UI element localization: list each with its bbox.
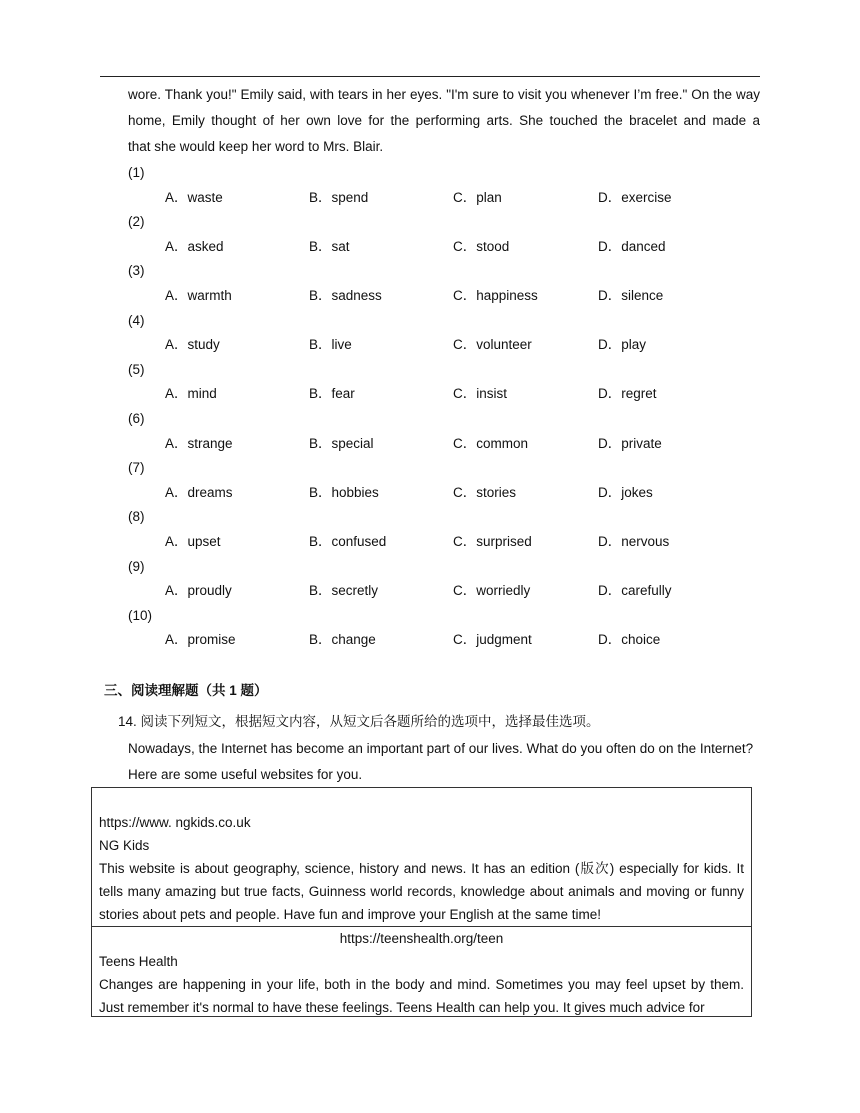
section-title: 三、阅读理解题（共 1 题）: [104, 683, 268, 698]
passage-line: that she would keep her word to Mrs. Blair.: [128, 139, 384, 154]
option-c: C．surprised: [453, 533, 532, 549]
option-b: B．special: [309, 435, 374, 451]
page-header-rule: [100, 76, 760, 77]
option-c: C．common: [453, 435, 529, 451]
option-d: D．danced: [598, 238, 666, 254]
question-number: (2): [128, 214, 145, 230]
question-number: (8): [128, 509, 145, 525]
question-options: [128, 628, 760, 653]
website-description: Changes are happening in your life, both in the body and mind. Sometimes you may feel upset by them. Just remember it's normal to have these feelings. Teens Health can help you. It gives much advice for: [99, 977, 744, 1015]
option-a: A．mind: [165, 386, 217, 402]
website-name: Teens Health: [99, 954, 178, 969]
question-options: [128, 579, 760, 604]
option-d: D．regret: [598, 386, 657, 402]
option-d: D．nervous: [598, 533, 670, 549]
question-options: [128, 333, 760, 358]
website-description: This website is about geography, science, history and news. It has an edition (版次) especially for kids. It tells many amazing but true facts, Guinness world records, knowledge about animals and moving or funny stories about pets and people. Have fun and improve your English at the same time!: [99, 861, 744, 922]
question-number: (7): [128, 460, 145, 476]
question-number: (5): [128, 361, 145, 377]
option-b: B．fear: [309, 386, 355, 402]
question-number: (6): [128, 410, 145, 426]
option-d: D．exercise: [598, 189, 672, 205]
option-a: A．proudly: [165, 583, 232, 599]
option-d: D．private: [598, 435, 662, 451]
question-number: (4): [128, 312, 145, 328]
option-c: C．plan: [453, 189, 502, 205]
question-options: [128, 382, 760, 407]
website-cell-teenshealth: [92, 926, 751, 1017]
option-b: B．secretly: [309, 583, 379, 599]
option-c: C．volunteer: [453, 337, 532, 353]
question-options: [128, 481, 760, 506]
passage-ending: [128, 82, 760, 160]
intro-line: Nowadays, the Internet has become an important part of our lives. What do you often do on the Internet?: [128, 741, 754, 756]
question-number: (3): [128, 263, 145, 279]
question-number: (1): [128, 165, 145, 180]
option-d: D．silence: [598, 287, 664, 303]
option-a: A．promise: [165, 632, 236, 648]
website-cell-ngkids: [92, 788, 751, 926]
question-number: (10): [128, 607, 153, 623]
question-options: [128, 284, 760, 309]
option-c: C．happiness: [453, 287, 538, 303]
option-c: C．stood: [453, 238, 510, 254]
question-options: [128, 530, 760, 555]
option-a: A．asked: [165, 238, 224, 254]
option-a: A．strange: [165, 435, 233, 451]
option-a: A．upset: [165, 533, 221, 549]
option-a: A．waste: [165, 189, 223, 205]
option-b: B．live: [309, 337, 352, 353]
option-b: B．hobbies: [309, 484, 379, 500]
option-b: B．spend: [309, 189, 369, 205]
option-d: D．play: [598, 337, 647, 353]
option-c: C．stories: [453, 484, 517, 500]
option-b: B．confused: [309, 533, 387, 549]
option-a: A．warmth: [165, 287, 232, 303]
question-options: [128, 235, 760, 260]
option-a: A．study: [165, 337, 220, 353]
passage-line: home, Emily thought of her own love for the performing arts. She touched the bracelet and made a: [128, 113, 760, 128]
option-c: C．insist: [453, 386, 508, 402]
passage-line: wore. Thank you!" Emily said, with tears in her eyes. "I'm sure to visit you whenever I’m free." On the way: [128, 87, 760, 102]
website-url: https://teenshealth.org/teen: [339, 931, 504, 946]
option-d: D．jokes: [598, 484, 653, 500]
question-options: [128, 432, 760, 457]
option-b: B．sat: [309, 238, 350, 254]
option-a: A．dreams: [165, 484, 233, 500]
intro-line: Here are some useful websites for you.: [128, 767, 363, 782]
option-d: D．choice: [598, 632, 661, 648]
option-b: B．change: [309, 632, 376, 648]
question-14-intro: [128, 736, 768, 788]
question-14-instruction: 14. 阅读下列短文，根据短文内容，从短文后各题所给的选项中，选择最佳选项。: [118, 714, 600, 729]
websites-table: [91, 787, 752, 1017]
website-url: https://www. ngkids.co.uk: [99, 815, 251, 830]
website-name: NG Kids: [99, 838, 150, 853]
option-c: C．judgment: [453, 632, 532, 648]
option-c: C．worriedly: [453, 583, 531, 599]
question-number: (9): [128, 558, 145, 574]
cloze-questions: [128, 161, 760, 653]
option-b: B．sadness: [309, 287, 382, 303]
question-options: [128, 186, 760, 211]
option-d: D．carefully: [598, 583, 672, 599]
